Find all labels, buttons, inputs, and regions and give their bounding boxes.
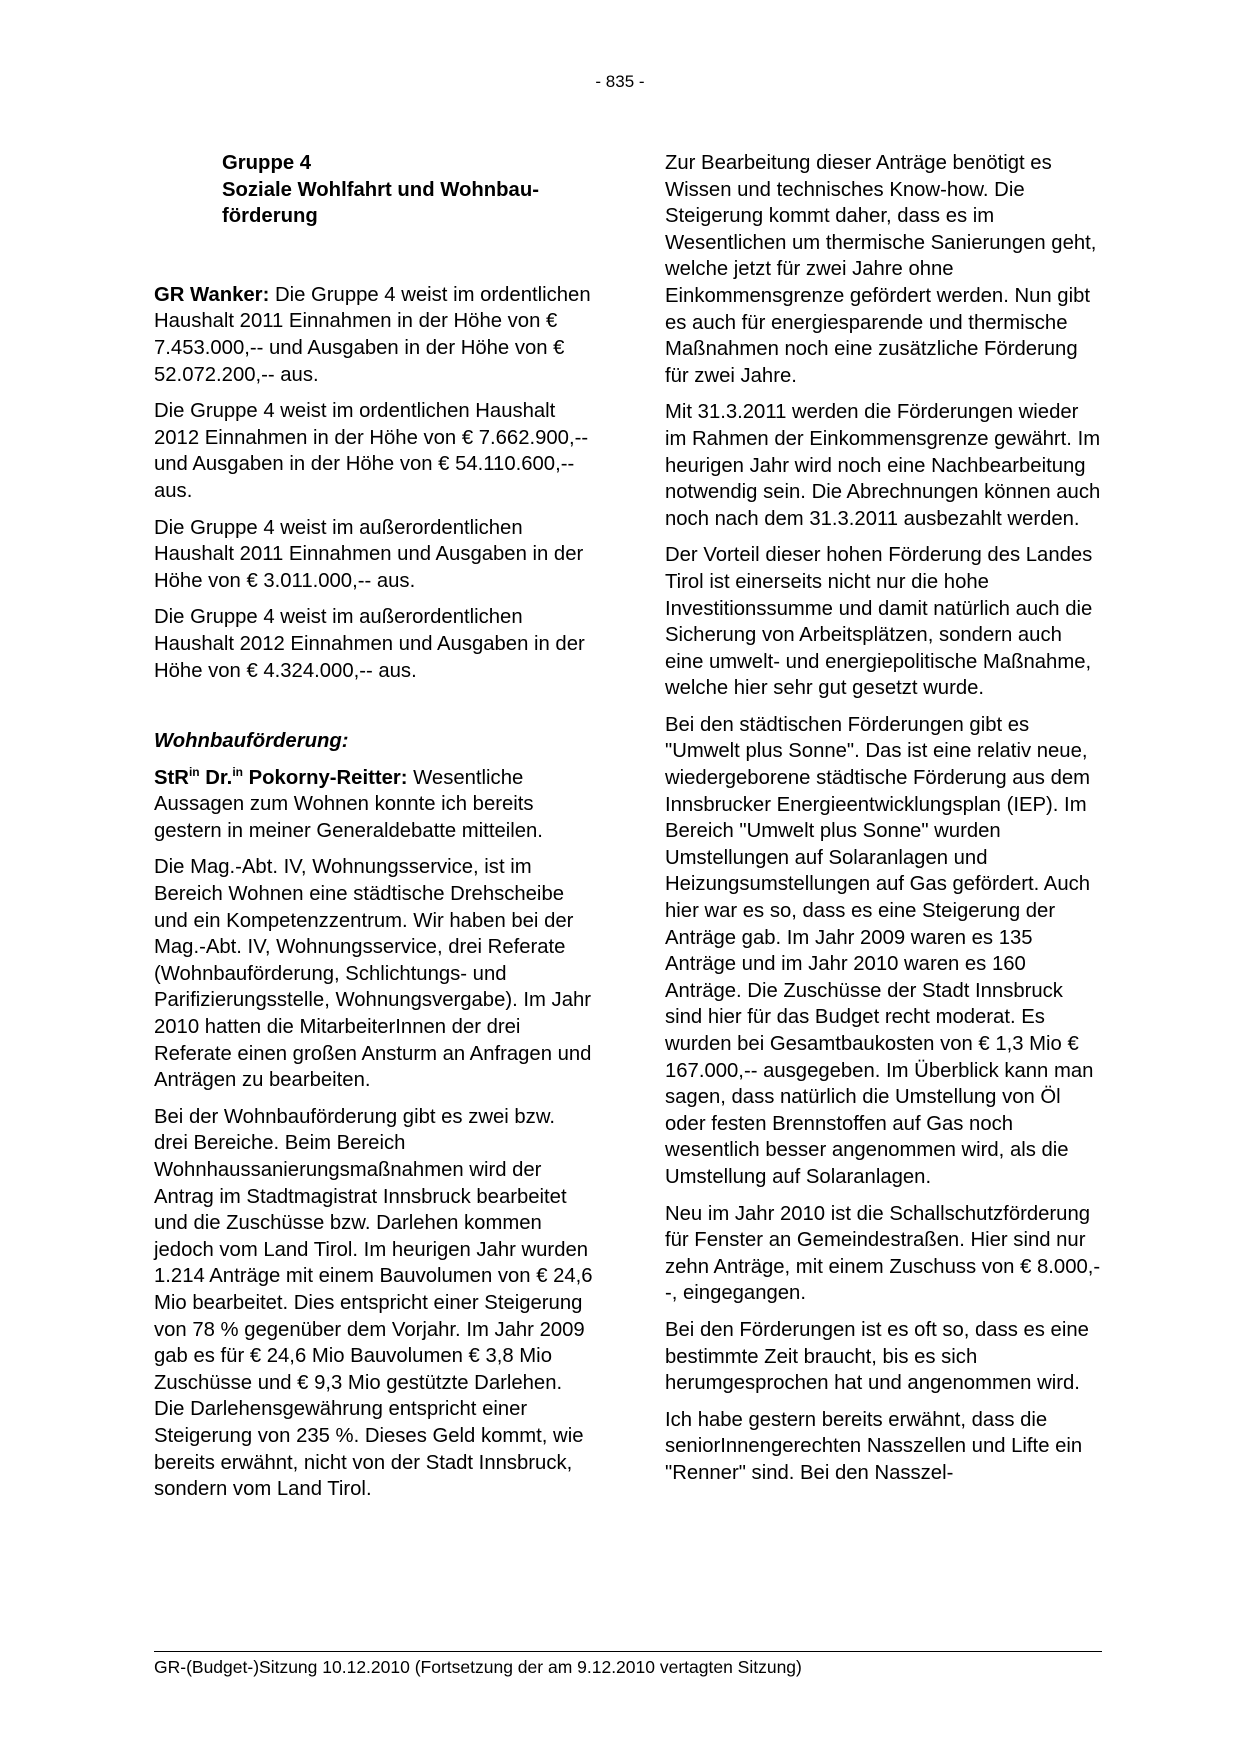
paragraph-foerderungen-zeit: Bei den Förderungen ist es oft so, dass es eine bestimmte Zeit braucht, bis es sich herumgesprochen hat und angenommen wird. <box>665 1318 1089 1395</box>
paragraph-budget-2012: Die Gruppe 4 weist im ordentlichen Haushalt 2012 Einnahmen in der Höhe von € 7.662.900,-- und Ausgaben in der Höhe von € 54.110.600,-- aus. <box>154 400 589 502</box>
paragraph-schallschutz: Neu im Jahr 2010 ist die Schallschutzförderung für Fenster an Gemeindestraßen. Hier sind nur zehn Anträge, mit einem Zuschuss von € 8.000,--, eingegangen. <box>665 1202 1101 1305</box>
paragraph-nasszellen: Ich habe gestern bereits erwähnt, dass die seniorInnengerechten Nasszellen und Lifte ein "Renner" sind. Bei den Nasszel- <box>665 1408 1083 1484</box>
footer-text: GR-(Budget-)Sitzung 10.12.2010 (Fortsetzung der am 9.12.2010 vertagten Sitzung) <box>154 1657 802 1677</box>
group-heading-line3: förderung <box>222 205 318 228</box>
paragraph-text: Die Gruppe 4 weist im ordentlichen Haushalt 2011 Einnahmen in der Höhe von € 7.453.000,-- und Ausgaben in der Höhe von € 52.072.200,-- aus. <box>154 283 591 386</box>
paragraph-einkommensgrenze: Mit 31.3.2011 werden die Förderungen wieder im Rahmen der Einkommensgrenze gewährt. Im heurigen Jahr wird noch eine Nachbearbeitung notwendig sein. Die Abrechnungen können auch noch nach dem 31.3.2011 ausbezahlt werden. <box>665 401 1101 530</box>
group-heading-line2: Soziale Wohlfahrt und Wohnbau- <box>222 178 539 201</box>
left-column <box>154 150 594 1513</box>
paragraph-extra-2011: Die Gruppe 4 weist im außerordentlichen Haushalt 2011 Einnahmen und Ausgaben in der Höhe von € 3.011.000,-- aus. <box>154 516 584 592</box>
paragraph-extra-2012: Die Gruppe 4 weist im außerordentlichen Haushalt 2012 Einnahmen und Ausgaben in der Höhe von € 4.324.000,-- aus. <box>154 606 585 682</box>
paragraph-text: Wesentliche Aussagen zum Wohnen konnte ich bereits gestern in meiner Generaldebatte mitteilen. <box>154 766 543 842</box>
paragraph-wanker <box>154 282 594 388</box>
footer-divider <box>154 1651 1102 1652</box>
paragraph-wohnbaufoerderung: Bei der Wohnbauförderung gibt es zwei bzw. drei Bereiche. Beim Bereich Wohnhaussanierungsmaßnahmen wird der Antrag im Stadtmagistrat Innsbruck bearbeitet und die Zuschüsse bzw. Darlehen kommen jedoch vom Land Tirol. Im heurigen Jahr wurden 1.214 Anträge mit einem Bauvolumen von € 24,6 Mio bearbeitet. Dies entspricht einer Steigerung von 78 % gegenüber dem Vorjahr. Im Jahr 2009 gab es für € 24,6 Mio Bauvolumen € 3,8 Mio Zuschüsse und € 9,3 Mio gestützte Darlehen. Die Darlehensgewährung entspricht einer Steigerung von 235 %. Dieses Geld kommt, wie bereits erwähnt, nicht von der Stadt Innsbruck, sondern vom Land Tirol. <box>154 1105 593 1501</box>
page-number: - 835 - <box>595 72 645 91</box>
paragraph-pokorny <box>154 765 594 845</box>
group-heading <box>222 150 594 230</box>
speaker-name: StR$^{in}$ Dr.$^{in}$ Pokorny-Reitter: <box>154 764 408 789</box>
paragraph-vorteil: Der Vorteil dieser hohen Förderung des Landes Tirol ist einerseits nicht nur die hohe Investitionssumme und damit natürlich auch die Sicherung von Arbeitsplätzen, sondern auch eine umwelt- und energiepolitische Maßnahme, welche hier sehr gut gesetzt wurde. <box>665 544 1093 700</box>
section-title: Wohnbauförderung: <box>154 730 349 753</box>
group-heading-line1: Gruppe 4 <box>222 152 312 174</box>
right-column <box>665 150 1105 1497</box>
paragraph-umwelt-plus-sonne: Bei den städtischen Förderungen gibt es "Umwelt plus Sonne". Das ist eine relativ neue, wiedergeborene städtische Förderung aus dem Innsbrucker Energieentwicklungsplan (IEP). Im Bereich "Umwelt plus Sonne" wurden Umstellungen auf Solaranlagen und Heizungsumstellungen auf Gas gefördert. Auch hier war es so, dass es eine Steigerung der Anträge gab. Im Jahr 2009 waren es 135 Anträge und im Jahr 2010 waren es 160 Anträge. Die Zuschüsse der Stadt Innsbruck sind hier für das Budget recht moderat. Es wurden bei Gesamtbaukosten von € 1,3 Mio € 167.000,-- ausgegeben. Im Überblick kann man sagen, dass natürlich die Umstellung von Öl oder festen Brennstoffen auf Gas noch wesentlich besser angenommen wird, als die Umstellung auf Solaranlagen. <box>665 713 1094 1188</box>
paragraph-know-how: Zur Bearbeitung dieser Anträge benötigt es Wissen und technisches Know-how. Die Steigerung kommt daher, dass es im Wesentlichen um thermische Sanierungen geht, welche jetzt für zwei Jahre ohne Einkommensgrenze gefördert werden. Nun gibt es auch für energiesparende und thermische Maßnahmen noch eine zusätzliche Förderung für zwei Jahre. <box>665 152 1097 387</box>
speaker-name: GR Wanker: <box>154 283 270 306</box>
paragraph-wohnungsservice: Die Mag.-Abt. IV, Wohnungsservice, ist im Bereich Wohnen eine städtische Drehscheibe und ein Kompetenzzentrum. Wir haben bei der Mag.-Abt. IV, Wohnungsservice, drei Referate (Wohnbauförderung, Schlichtungs- und Parifizierungsstelle, Wohnungsvergabe). Im Jahr 2010 hatten die MitarbeiterInnen der drei Referate einen großen Ansturm an Anfragen und Anträgen zu bearbeiten. <box>154 856 592 1092</box>
